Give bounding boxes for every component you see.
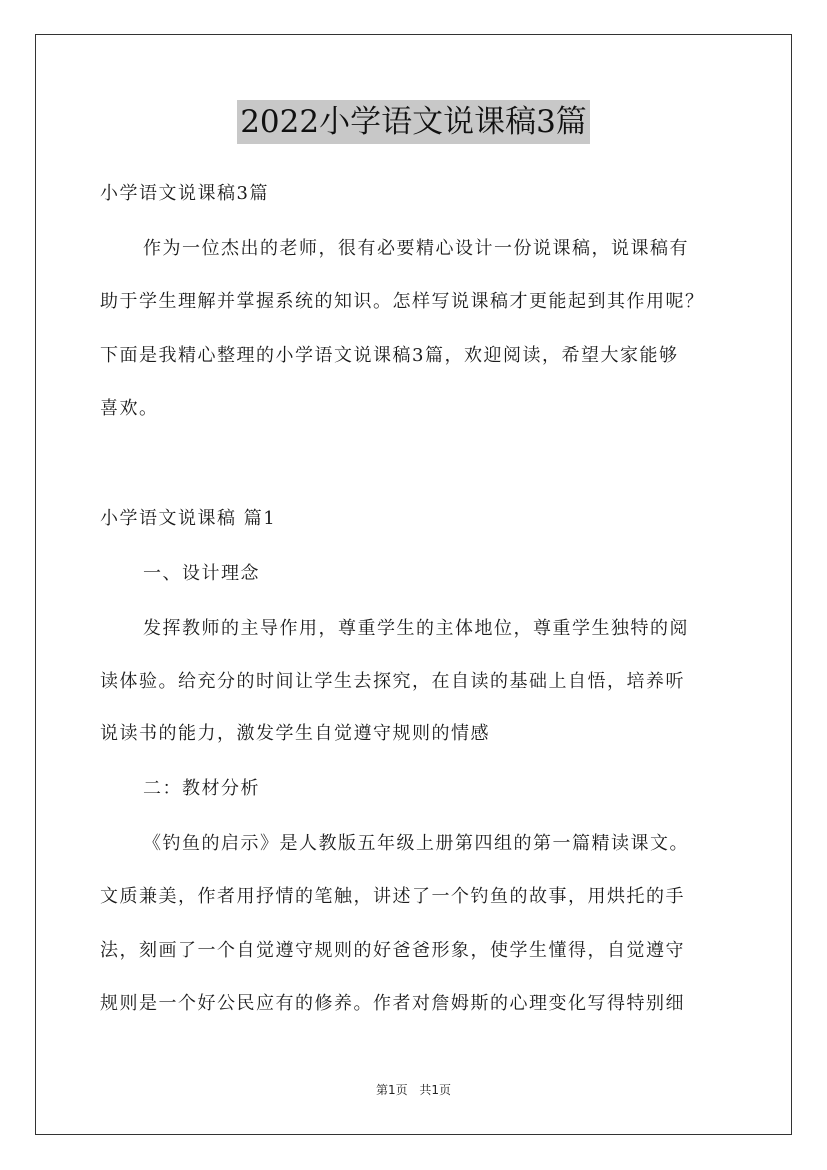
paragraph-line: 文质兼美，作者用抒情的笔触，讲述了一个钓鱼的故事，用烘托的手 xyxy=(100,886,685,907)
page-number: 第1页 xyxy=(375,1083,408,1097)
subheading: 二：教材分析 xyxy=(143,778,260,799)
document-title: 2022小学语文说课稿3篇 xyxy=(237,100,590,144)
paragraph-line: 《钓鱼的启示》是人教版五年级上册第四组的第一篇精读课文。 xyxy=(143,833,689,854)
paragraph-line: 作为一位杰出的老师，很有必要精心设计一份说课稿，说课稿有 xyxy=(143,238,689,259)
section-heading: 小学语文说课稿 篇1 xyxy=(100,508,277,529)
paragraph-line: 规则是一个好公民应有的修养。作者对詹姆斯的心理变化写得特别细 xyxy=(100,993,685,1014)
paragraph-line: 法，刻画了一个自觉遵守规则的好爸爸形象，使学生懂得，自觉遵守 xyxy=(100,940,685,961)
paragraph-line: 喜欢。 xyxy=(100,398,159,419)
title-container xyxy=(0,100,827,144)
paragraph-line: 发挥教师的主导作用，尊重学生的主体地位，尊重学生独特的阅 xyxy=(143,618,689,639)
subtitle-line: 小学语文说课稿3篇 xyxy=(100,183,269,204)
subheading: 一、设计理念 xyxy=(143,563,260,584)
paragraph-line: 助于学生理解并掌握系统的知识。怎样写说课稿才更能起到其作用呢？ xyxy=(100,291,705,312)
paragraph-line: 读体验。给充分的时间让学生去探究，在自读的基础上自悟，培养听 xyxy=(100,671,685,692)
paragraph-line: 下面是我精心整理的小学语文说课稿3篇，欢迎阅读，希望大家能够 xyxy=(100,345,679,366)
page-total: 共1页 xyxy=(419,1083,452,1097)
paragraph-line: 说读书的能力，激发学生自觉遵守规则的情感 xyxy=(100,723,490,744)
page-footer xyxy=(0,1082,827,1098)
